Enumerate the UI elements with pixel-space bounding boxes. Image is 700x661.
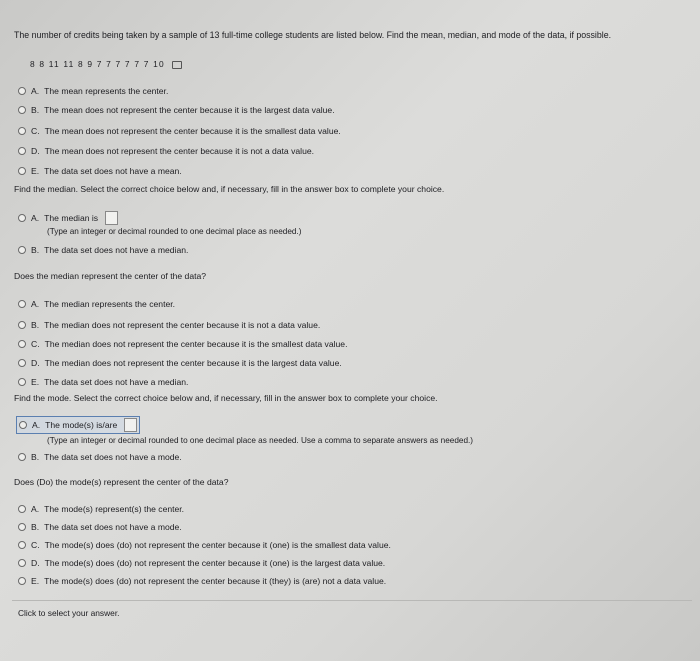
radio-icon[interactable]	[18, 340, 26, 348]
radio-icon[interactable]	[18, 359, 26, 367]
radio-icon[interactable]	[18, 214, 26, 222]
radio-icon[interactable]	[18, 167, 26, 175]
mean-option-a[interactable]: A. The mean represents the center.	[18, 86, 168, 96]
radio-icon[interactable]	[18, 523, 26, 531]
median-option-b[interactable]: B. The median does not represent the center because it is not a data value.	[18, 320, 320, 330]
question-text: The number of credits being taken by a sample of 13 full-time college students are listed below. Find the mean, median, and mode of the data, if possible.	[14, 30, 612, 40]
radio-icon[interactable]	[18, 246, 26, 254]
median-answer-input[interactable]	[105, 211, 118, 225]
median-prompt: Find the median. Select the correct choice below and, if necessary, fill in the answer box to complete your choice.	[14, 184, 445, 194]
data-values	[30, 59, 182, 69]
median-option-a[interactable]: A. The median represents the center.	[18, 299, 175, 309]
data-values-text: 8 8 11 11 8 9 7 7 7 7 7 7 10	[30, 59, 165, 69]
mean-option-c[interactable]: C. The mean does not represent the center because it is the smallest data value.	[18, 126, 341, 136]
median-option-e[interactable]: E. The data set does not have a median.	[18, 377, 188, 387]
mode-center-prompt: Does (Do) the mode(s) represent the center of the data?	[14, 477, 229, 487]
mode-option-c[interactable]: C. The mode(s) does (do) not represent the center because it (one) is the smallest data value.	[18, 540, 391, 550]
radio-icon[interactable]	[19, 421, 27, 429]
radio-icon[interactable]	[18, 147, 26, 155]
mode-answer-input[interactable]	[124, 418, 137, 432]
radio-icon[interactable]	[18, 378, 26, 386]
radio-icon[interactable]	[18, 87, 26, 95]
mean-option-d[interactable]: D. The mean does not represent the center because it is not a data value.	[18, 146, 314, 156]
mean-option-b[interactable]: B. The mean does not represent the center because it is the largest data value.	[18, 105, 335, 115]
mode-option-a[interactable]: A. The mode(s) represent(s) the center.	[18, 504, 184, 514]
mode-option-e[interactable]: E. The mode(s) does (do) not represent the center because it (they) is (are) not a data value.	[18, 576, 386, 586]
radio-icon[interactable]	[18, 127, 26, 135]
radio-icon[interactable]	[18, 106, 26, 114]
mode-prompt: Find the mode. Select the correct choice below and, if necessary, fill in the answer box to complete your choice.	[14, 393, 438, 403]
mode-choice-a[interactable]: A. The mode(s) is/are	[17, 417, 139, 433]
copy-data-icon[interactable]	[172, 61, 182, 69]
mode-option-b[interactable]: B. The data set does not have a mode.	[18, 522, 182, 532]
median-option-d[interactable]: D. The median does not represent the center because it is the largest data value.	[18, 358, 342, 368]
median-center-prompt: Does the median represent the center of the data?	[14, 271, 207, 281]
radio-icon[interactable]	[18, 300, 26, 308]
mode-hint: (Type an integer or decimal rounded to one decimal place as needed. Use a comma to separate answers as needed.)	[47, 436, 473, 445]
median-choice-a[interactable]: A. The median is	[18, 211, 118, 225]
divider	[12, 600, 692, 601]
radio-icon[interactable]	[18, 453, 26, 461]
median-option-c[interactable]: C. The median does not represent the center because it is the smallest data value.	[18, 339, 347, 349]
radio-icon[interactable]	[18, 505, 26, 513]
footer-instruction: Click to select your answer.	[18, 608, 120, 618]
median-hint: (Type an integer or decimal rounded to one decimal place as needed.)	[47, 227, 302, 236]
median-choice-b[interactable]: B. The data set does not have a median.	[18, 245, 188, 255]
radio-icon[interactable]	[18, 577, 26, 585]
mode-choice-b[interactable]: B. The data set does not have a mode.	[18, 452, 182, 462]
radio-icon[interactable]	[18, 559, 26, 567]
radio-icon[interactable]	[18, 541, 26, 549]
radio-icon[interactable]	[18, 321, 26, 329]
mode-option-d[interactable]: D. The mode(s) does (do) not represent the center because it (one) is the largest data value.	[18, 558, 385, 568]
mean-option-e[interactable]: E. The data set does not have a mean.	[18, 166, 182, 176]
